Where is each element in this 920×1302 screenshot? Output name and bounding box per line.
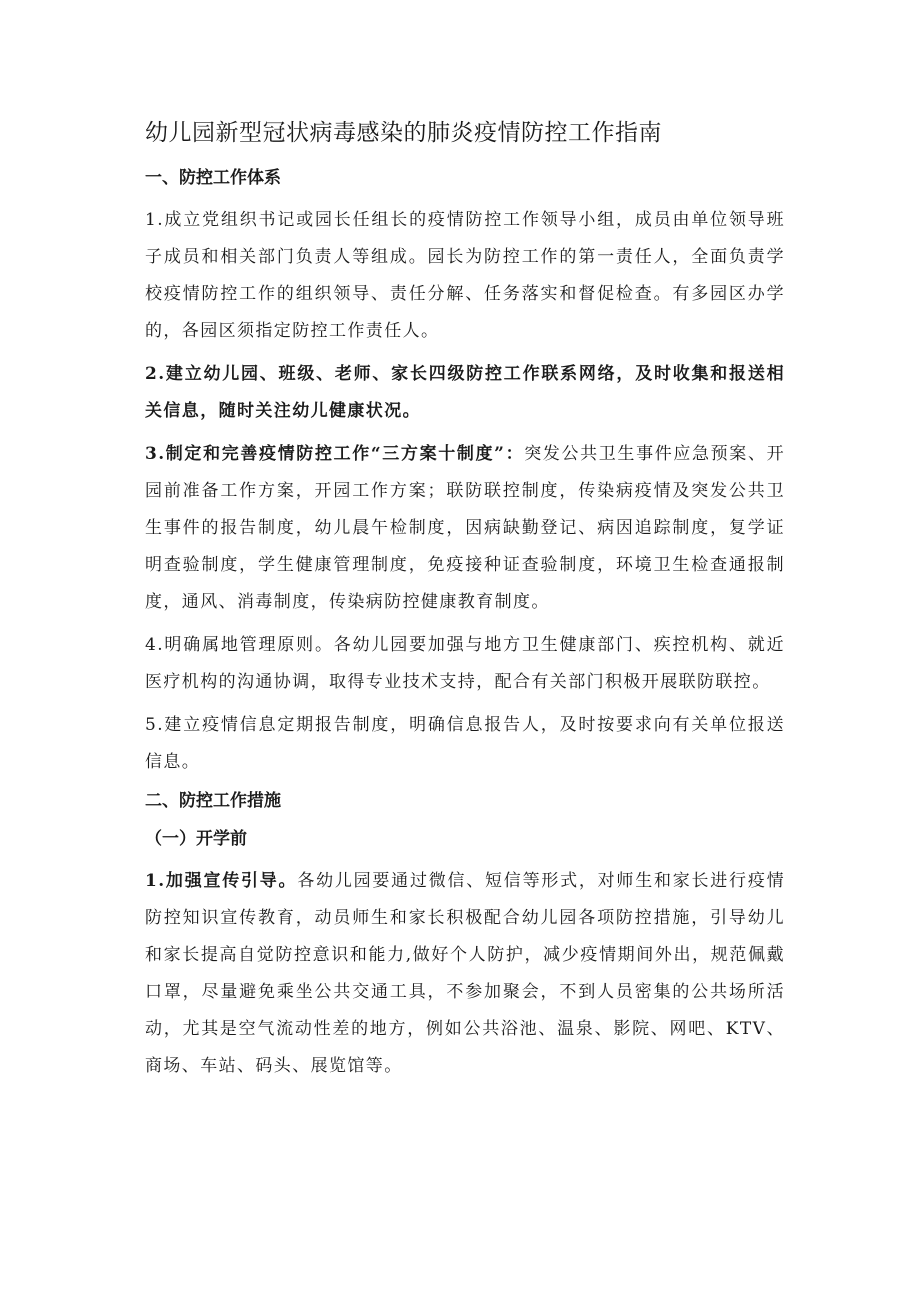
paragraph-2-1 xyxy=(145,863,785,1085)
paragraph-bold-lead: 3.制定和完善疫情防控工作“三方案十制度”： xyxy=(145,444,525,464)
section-heading-measures: 二、防控工作措施 xyxy=(145,791,281,811)
subsection-heading-before-school: （一）开学前 xyxy=(145,829,247,849)
paragraph-bold-lead: 2.建立幼儿园、班级、老师、家长四级防控工作联系网络，及时收集和报送相关信息，随时关注幼儿健康状况。 xyxy=(145,364,785,421)
document-title: 幼儿园新型冠状病毒感染的肺炎疫情防控工作指南 xyxy=(145,120,662,146)
paragraph-1-1 xyxy=(145,202,785,350)
paragraph-1-2 xyxy=(145,356,785,430)
paragraph-bold-lead: 1.加强宣传引导。 xyxy=(145,871,298,891)
paragraph-text: 突发公共卫生事件应急预案、开园前准备工作方案，开园工作方案；联防联控制度，传染病疫情及突发公共卫生事件的报告制度，幼儿晨午检制度，因病缺勤登记、病因追踪制度，复学证明查验制度，学生健康管理制度，免疫接种证查验制度，环境卫生检查通报制度，通风、消毒制度，传染病防控健康教育制度。 xyxy=(145,444,785,612)
section-heading-system: 一、防控工作体系 xyxy=(145,168,281,188)
paragraph-1-5 xyxy=(145,707,785,781)
paragraph-text: 5.建立疫情信息定期报告制度，明确信息报告人，及时按要求向有关单位报送信息。 xyxy=(145,715,785,772)
paragraph-text: 4.明确属地管理原则。各幼儿园要加强与地方卫生健康部门、疾控机构、就近医疗机构的沟通协调，取得专业技术支持，配合有关部门积极开展联防联控。 xyxy=(145,635,785,692)
paragraph-text: 各幼儿园要通过微信、短信等形式，对师生和家长进行疫情防控知识宣传教育，动员师生和家长积极配合幼儿园各项防控措施，引导幼儿和家长提高自觉防控意识和能力,做好个人防护，减少疫情期间外出，规范佩戴口罩，尽量避免乘坐公共交通工具，不参加聚会，不到人员密集的公共场所活动，尤其是空气流动性差的地方，例如公共浴池、温泉、影院、网吧、KTV、商场、车站、码头、展览馆等。 xyxy=(145,871,785,1076)
paragraph-1-3 xyxy=(145,436,785,621)
document-page xyxy=(145,118,785,1091)
paragraph-1-4 xyxy=(145,627,785,701)
paragraph-text: 1.成立党组织书记或园长任组长的疫情防控工作领导小组，成员由单位领导班子成员和相关部门负责人等组成。园长为防控工作的第一责任人，全面负责学校疫情防控工作的组织领导、责任分解、任务落实和督促检查。有多园区办学的，各园区须指定防控工作责任人。 xyxy=(145,210,785,341)
